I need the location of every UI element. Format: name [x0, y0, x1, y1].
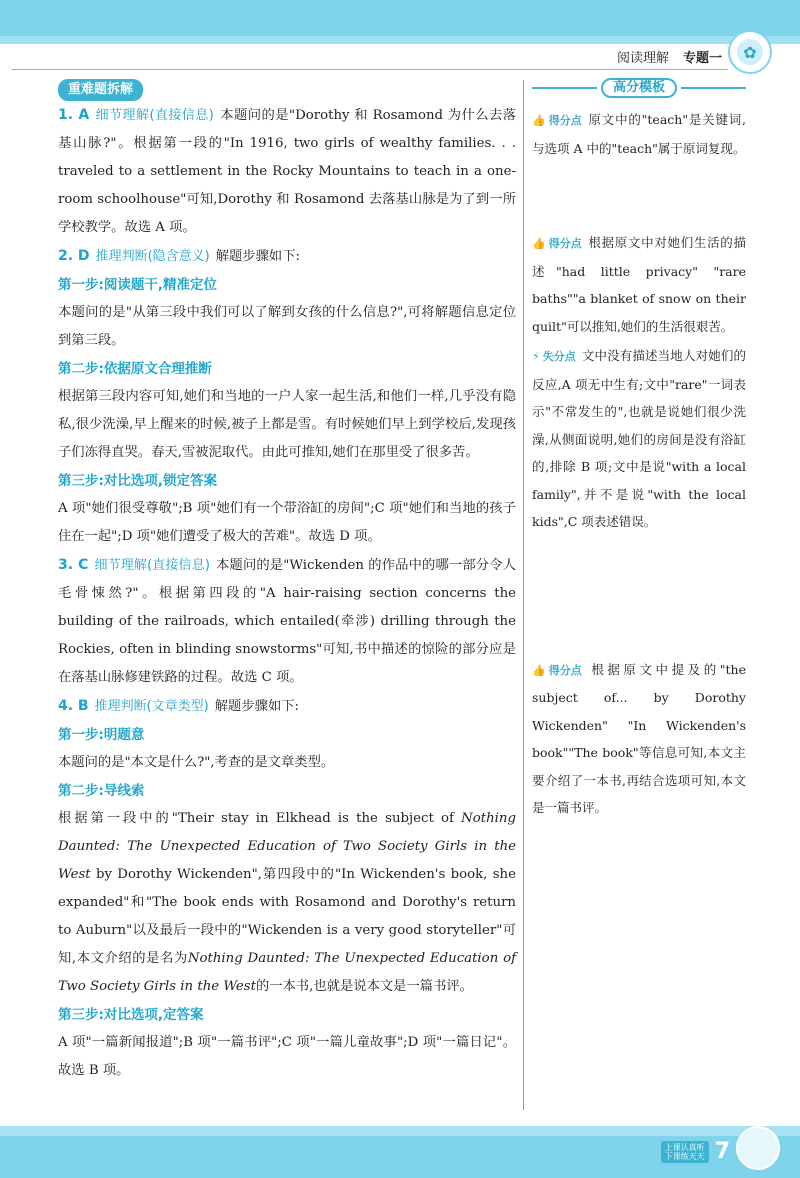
mascot-badge — [728, 30, 772, 74]
q2-type: 推理判断(隐含意义) — [95, 249, 210, 264]
q3-type: 细节理解(直接信息) — [94, 558, 210, 573]
header-section: 阅读理解 — [616, 50, 669, 66]
q4-step3: 第三步:对比选项,定答案 — [58, 1007, 204, 1023]
q4-book-title-2: Nothing Daunted: The Unexpected Education of Two Society Girls in the West — [58, 951, 517, 994]
q3-analysis — [58, 551, 516, 692]
sidebar-card-2 — [532, 229, 746, 340]
q2-number: 2. D — [58, 248, 90, 264]
q4-clue-c: 的一本书,也就是说本文是一篇书评。 — [255, 979, 473, 994]
q2-heading — [58, 242, 516, 271]
page-footer — [661, 1139, 730, 1164]
q4-clue-a: 根据第一段中的"Their stay in Elkhead is the subject of — [58, 811, 462, 826]
card4-tag: 得分点 — [548, 663, 582, 677]
mascot-icon-footer — [736, 1126, 780, 1170]
main-column — [58, 78, 516, 1085]
q2-step3-text: A 项"她们很受尊敬";B 项"她们有一个带浴缸的房间";C 项"她们和当地的孩子住在一起";D 项"她们遭受了极大的苦难"。故选 D 项。 — [58, 501, 516, 544]
sidebar — [532, 78, 746, 822]
top-banner-wave — [0, 36, 800, 44]
q2-intro: 解题步骤如下: — [215, 249, 300, 264]
section-badge: 重难题拆解 — [58, 79, 143, 101]
footer-slogan: 上课认真听 下课练天天 — [661, 1141, 709, 1163]
q2-step2: 第二步:依据原文合理推断 — [58, 361, 212, 377]
thumbs-up-icon: 👍 — [532, 237, 546, 250]
card2-text: 根据原文中对她们生活的描述"had little privacy" "rare baths""a blanket of snow on their quilt"可以推知,她们的生活很艰苦。 — [532, 235, 746, 334]
sidebar-title-label: 高分模板 — [601, 78, 677, 98]
q4-step1: 第一步:明题意 — [58, 727, 145, 743]
q4-step2-text — [58, 805, 516, 1001]
q1-text: 本题问的是"Dorothy 和 Rosamond 为什么去落基山脉?"。根据第一段的"In 1916, two girls of wealthy families. . . traveled to a settlement in the Rocky Mountains to teach in a one-room schoolhouse"可知,Dorothy 和 Rosamond 去落基山脉是为了到一所学校教学。故选 A 项。 — [58, 108, 516, 235]
q4-number: 4. B — [58, 698, 89, 714]
card3-text: 文中没有描述当地人对她们的反应,A 项无中生有;文中"rare"一词表示"不常发生的",也就是说她们很少洗澡,从侧面说明,她们的房间是没有浴缸的,排除 B 项;文中是说"with a local family",并不是说"with the local kids",C 项表述错误。 — [532, 348, 746, 529]
q2-step1: 第一步:阅读题干,精准定位 — [58, 277, 218, 293]
header-tabs — [617, 44, 722, 68]
q2-step2-text: 根据第三段内容可知,她们和当地的一户人家一起生活,和他们一样,几乎没有隐私,很少洗澡,早上醒来的时候,被子上都是雪。有时候她们早上到学校后,发现孩子们冻得直哭。春天,雪被泥取代。由此可推知,她们在那里受了很多苦。 — [58, 389, 516, 460]
q4-step1-text: 本题问的是"本文是什么?",考查的是文章类型。 — [58, 755, 335, 770]
card3-tag: 失分点 — [542, 350, 576, 363]
thumbs-up-icon: 👍 — [532, 663, 546, 677]
q1-analysis — [58, 101, 516, 242]
q2-step3: 第三步:对比选项,锁定答案 — [58, 473, 218, 489]
sidebar-card-4 — [532, 656, 746, 822]
q1-type: 细节理解(直接信息) — [95, 108, 214, 123]
q3-text: 本题问的是"Wickenden 的作品中的哪一部分令人毛骨悚然?"。根据第四段的"A hair-raising section concerns the building of the railroads, which entailed(牵涉) drilling through the Rockies, often in blinding snowstorms"可知,书中描述的惊险的部分应是在落基山脉修建铁路的过程。故选 C 项。 — [58, 558, 516, 685]
q4-intro: 解题步骤如下: — [214, 699, 300, 714]
top-banner — [0, 0, 800, 44]
q4-clue-b: by Dorothy Wickenden",第四段中的"In Wickenden's book, she expanded"和"The book ends with Rosamond and Dorothy's return to Auburn"以及最后一段中的"Wickenden is a very good storyteller"可知,本文介绍的是名为 — [58, 867, 516, 966]
q4-step2: 第二步:导线索 — [58, 783, 145, 799]
q3-number: 3. C — [58, 557, 89, 573]
page-number: 7 — [714, 1139, 730, 1164]
card1-tag: 得分点 — [548, 114, 582, 127]
card4-text: 根据原文中提及的"the subject of... by Dorothy Wickenden" "In Wickenden's book""The book"等信息可知,本文主要介绍了一本书,再结合选项可知,本文是一篇书评。 — [532, 661, 746, 815]
card2-tag: 得分点 — [548, 237, 582, 250]
q4-type: 推理判断(文章类型) — [94, 699, 209, 714]
header-divider — [12, 69, 728, 70]
q4-step3-text: A 项"一篇新闻报道";B 项"一篇书评";C 项"一篇儿童故事";D 项"一篇日记"。故选 B 项。 — [58, 1035, 516, 1078]
q4-book-title-1: Nothing Daunted: The Unexpected Education of Two Society Girls in the West — [58, 811, 516, 882]
card1-text: 原文中的"teach"是关键词,与选项 A 中的"teach"属于原词复现。 — [532, 112, 746, 156]
header-topic: 专题一 — [682, 50, 722, 66]
lightning-icon: ⚡ — [532, 350, 540, 363]
sidebar-card-3 — [532, 342, 746, 536]
column-divider — [523, 80, 524, 1110]
q2-step1-text: 本题问的是"从第三段中我们可以了解到女孩的什么信息?",可将解题信息定位到第三段。 — [58, 305, 516, 348]
sidebar-title — [532, 78, 746, 98]
mascot-icon: ✿ — [737, 39, 763, 65]
thumbs-up-icon: 👍 — [532, 114, 546, 127]
sidebar-card-1 — [532, 106, 746, 162]
q1-number: 1. A — [58, 107, 90, 123]
q4-heading — [58, 692, 516, 721]
